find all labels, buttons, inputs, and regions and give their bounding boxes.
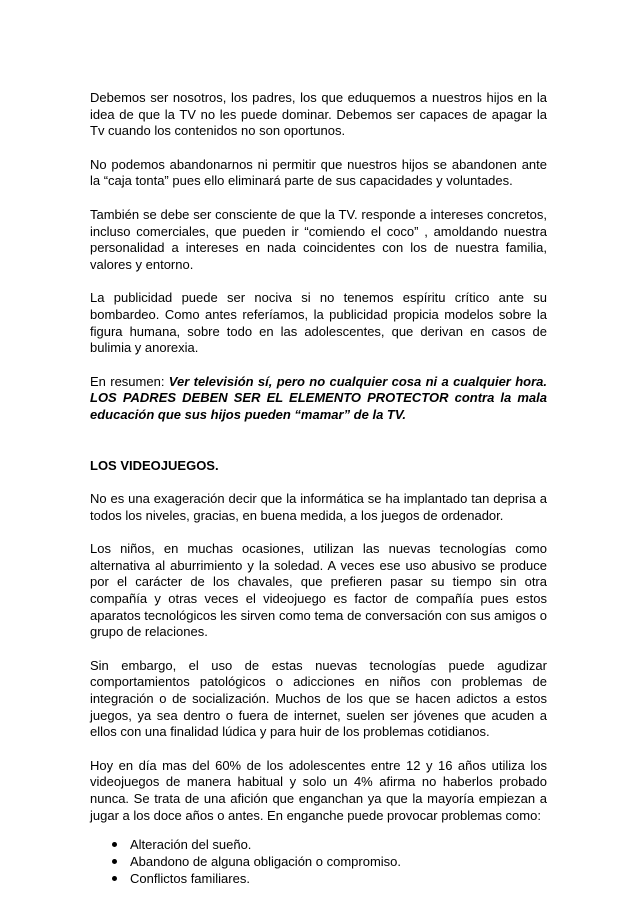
resumen-emphasis: Ver televisión sí, pero no cualquier cosa ni a cualquier hora. LOS PADRES DEBEN SER EL ELEMENTO PROTECTOR contra la mala educación que sus hijos pueden “mamar” de la TV. <box>90 373 547 422</box>
list-item-text: Alteración del sueño. <box>130 837 252 853</box>
problems-list <box>90 836 547 887</box>
list-item-text: Abandono de alguna obligación o compromiso. <box>130 854 402 870</box>
bullet-icon <box>112 842 117 847</box>
paragraph-sin-embargo: Sin embargo, el uso de estas nuevas tecnologías puede agudizar comportamientos patológicos o adicciones en niños con problemas de integración o de socialización. Muchos de los que se hacen adictos a estos juegos, ya sea dentro o fuera de internet, suelen ser jóvenes que acuden a ellos con una finalidad lúdica y para huir de los problemas cotidianos. <box>90 657 547 740</box>
paragraph-tv-parents: Debemos ser nosotros, los padres, los que eduquemos a nuestros hijos en la idea de que la TV no les puede dominar. Debemos ser capaces de apagar la Tv cuando los contenidos no son oportunos. <box>90 90 547 139</box>
bullet-icon <box>112 876 117 881</box>
resumen-lead: En resumen: <box>90 373 169 389</box>
paragraph-caja-tonta: No podemos abandonarnos ni permitir que nuestros hijos se abandonen ante la “caja tonta” pues ello eliminará parte de sus capacidades y voluntades. <box>90 156 547 189</box>
paragraph-informatica: No es una exageración decir que la informática se ha implantado tan deprisa a todos los niveles, gracias, en buena medida, a los juegos de ordenador. <box>90 491 547 523</box>
list-item <box>108 853 547 870</box>
list-item <box>108 870 547 887</box>
list-item <box>108 836 547 853</box>
paragraph-estadisticas: Hoy en día mas del 60% de los adolescentes entre 12 y 16 años utiliza los videojuegos de manera habitual y solo un 4% afirma no haberlos probado nunca. Se trata de una afición que enganchan ya que la mayoría empiezan a jugar a los doce años o antes. En enganche puede provocar problemas como: <box>90 757 547 823</box>
paragraph-ninos-tecnologias: Los niños, en muchas ocasiones, utilizan las nuevas tecnologías como alternativa al aburrimiento y la soledad. A veces ese uso abusivo se produce por el carácter de los chavales, que prefieren pasar su tiempo sin otra compañía y otras veces el videojuego es factor de compañía pues estos aparatos tecnológicos les sirven como tema de conversación con sus amigos o grupo de relaciones. <box>90 541 547 640</box>
bullet-icon <box>112 859 117 864</box>
list-item-text: Conflictos familiares. <box>130 871 250 887</box>
paragraph-intereses: También se debe ser consciente de que la TV. responde a intereses concretos, incluso comerciales, que pueden ir “comiendo el coco” , amoldando nuestra personalidad a intereses en nada coincidentes con los de nuestra familia, valores y entorno. <box>90 206 547 272</box>
paragraph-resumen <box>90 374 547 424</box>
section-heading-videojuegos: LOS VIDEOJUEGOS. <box>90 457 219 473</box>
document-page <box>90 90 547 887</box>
paragraph-publicidad: La publicidad puede ser nociva si no tenemos espíritu crítico ante su bombardeo. Como antes referíamos, la publicidad propicia modelos sobre la figura humana, sobre todo en las adolescentes, que derivan en casos de bulimia y anorexia. <box>90 290 547 356</box>
